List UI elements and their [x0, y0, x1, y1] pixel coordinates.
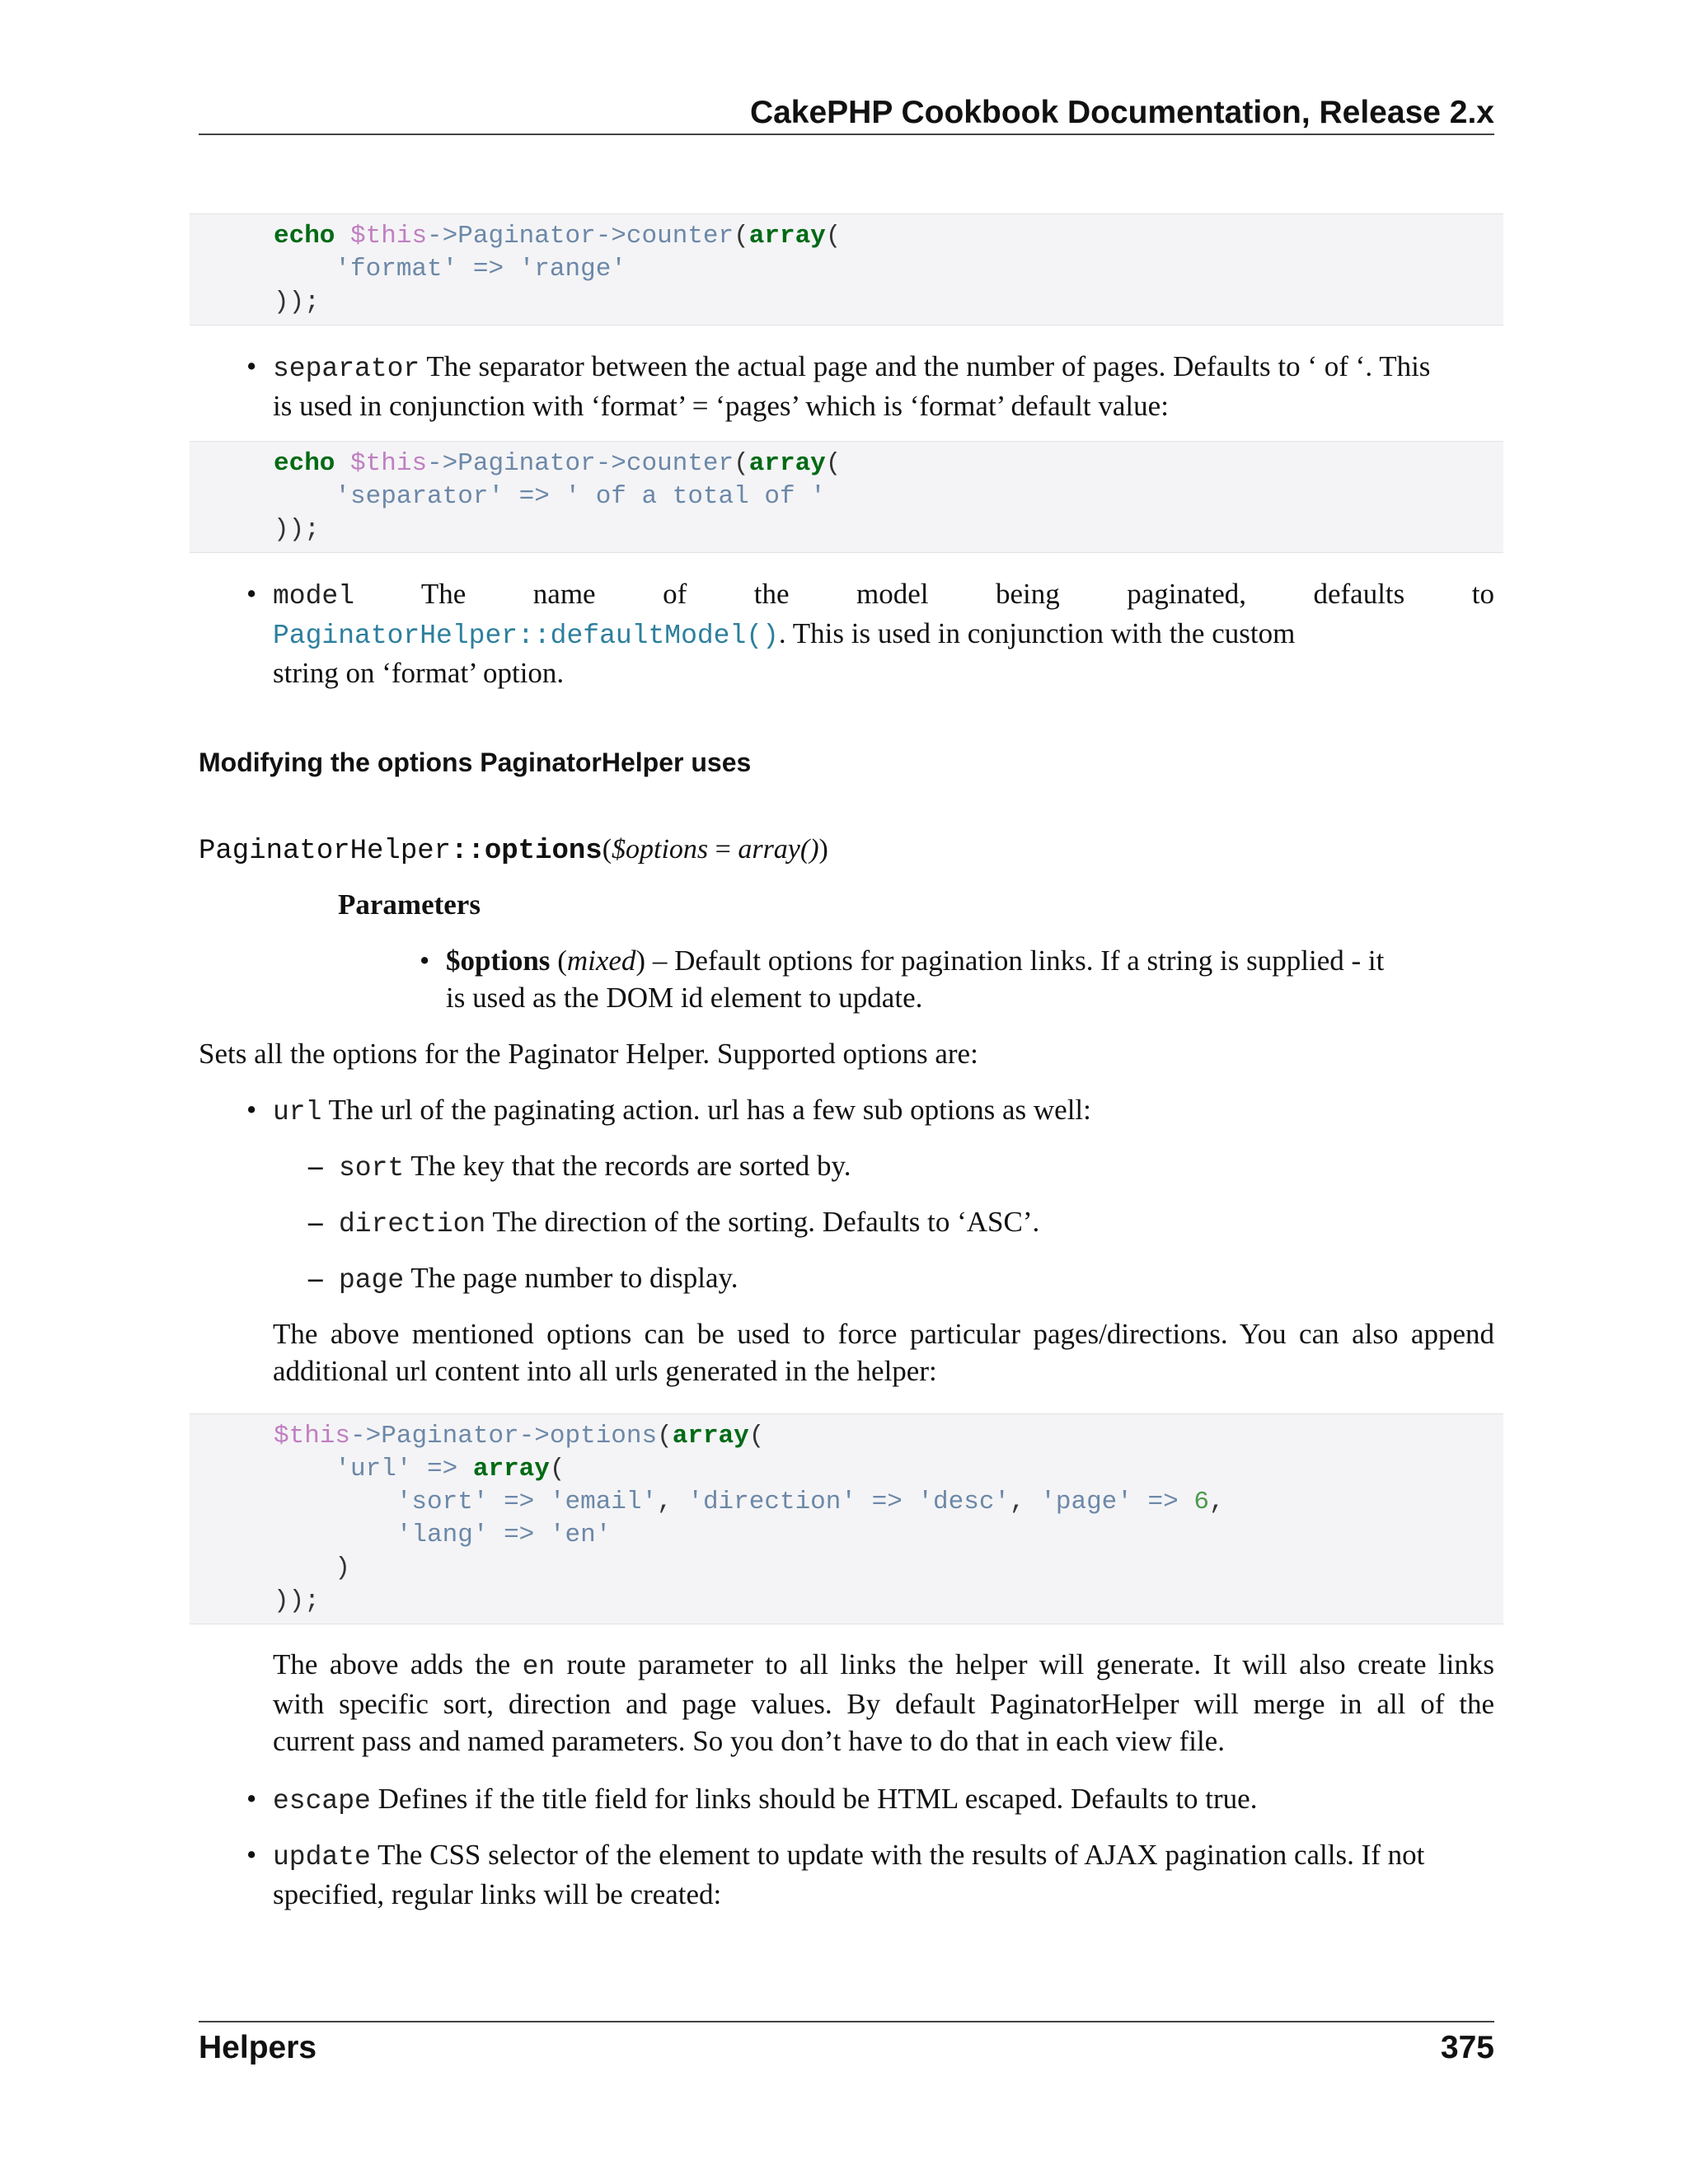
page-number: 375 — [1440, 2030, 1494, 2065]
code-punct: )); — [274, 288, 320, 316]
footer-rule — [199, 2021, 1494, 2022]
code-name: Paginator — [457, 449, 596, 478]
param-desc: is used as the DOM id element to update. — [446, 982, 923, 1014]
inline-code: escape — [273, 1786, 371, 1816]
code-punct: , — [1208, 1488, 1225, 1516]
para-line: additional url content into all urls generated in the helper: — [273, 1355, 937, 1387]
above-mentioned-paragraph — [273, 1315, 1494, 1390]
code-punct: )); — [274, 1586, 320, 1615]
para-line: The above mentioned options can be used to force particular pages/directions. You can also append — [273, 1318, 1494, 1350]
code-op: => — [518, 482, 550, 511]
word: of — [663, 578, 687, 610]
list-item-separator — [273, 348, 1494, 424]
code-keyword: array — [672, 1422, 749, 1451]
code-op: -> — [350, 1422, 382, 1451]
inline-code: direction — [339, 1209, 486, 1240]
item-text: specified, regular links will be created: — [273, 1878, 722, 1910]
code-string: 'range' — [518, 255, 626, 284]
code-op: -> — [595, 222, 626, 251]
inline-code: separator — [273, 354, 420, 384]
parameters-heading: Parameters — [338, 888, 481, 921]
item-text: Defines if the title field for links should be HTML escaped. Defaults to true. — [370, 1783, 1258, 1815]
code-block-counter-format — [190, 213, 1503, 326]
code-punct: , — [657, 1488, 673, 1516]
above-adds-paragraph — [273, 1646, 1494, 1760]
code-op: -> — [427, 449, 458, 478]
param-options: • $options (mixed) – Default options for pagination links. If a string is supplied - it is used as the DOM id element to update. — [446, 942, 1427, 1016]
code-punct: ( — [734, 449, 749, 478]
word: paginated, — [1127, 578, 1246, 610]
model-line-1 — [273, 575, 1494, 615]
para-line: with specific sort, direction and page values. By default PaginatorHelper will merge in all of the — [273, 1688, 1494, 1720]
word: defaults — [1313, 578, 1405, 610]
code-op: => — [871, 1488, 903, 1516]
inline-code: en — [522, 1652, 556, 1682]
footer-section: Helpers — [199, 2030, 317, 2065]
code-keyword: array — [748, 222, 826, 251]
code-string: 'email' — [549, 1488, 658, 1516]
code-string: 'lang' — [396, 1521, 489, 1549]
code-name: options — [549, 1422, 658, 1451]
param-desc: – Default options for pagination links. If a string is supplied - it — [645, 944, 1385, 977]
code-punct: ( — [825, 222, 842, 251]
signature-eq: = — [708, 834, 738, 865]
item-text: The direction of the sorting. Defaults to ‘ASC’. — [485, 1206, 1040, 1238]
inline-code: page — [339, 1265, 405, 1296]
code-punct: ( — [657, 1422, 673, 1451]
code-block-options-url — [190, 1413, 1503, 1624]
code-block-counter-separator — [190, 441, 1503, 553]
word: The — [420, 578, 467, 610]
item-text: The url of the paginating action. url has a few sub options as well: — [321, 1094, 1091, 1126]
default-model-link[interactable]: PaginatorHelper::defaultModel() — [273, 621, 779, 651]
code-op: -> — [595, 449, 626, 478]
code-string: 'direction' — [687, 1488, 856, 1516]
code-var: $this — [350, 222, 428, 251]
word: to — [1471, 578, 1494, 610]
signature-class: PaginatorHelper — [199, 836, 452, 867]
code-punct: ) — [335, 1554, 351, 1582]
code-op: => — [504, 1488, 535, 1516]
signature-paren: ( — [602, 834, 612, 865]
inline-code: sort — [339, 1153, 405, 1183]
options-intro: Sets all the options for the Paginator Helper. Supported options are: — [199, 1038, 978, 1070]
code-string: ' of a total of ' — [565, 482, 826, 511]
item-text: The key that the records are sorted by. — [404, 1150, 851, 1182]
signature-param: $options — [612, 834, 709, 865]
code-op: => — [1147, 1488, 1179, 1516]
inline-code: update — [273, 1842, 371, 1872]
code-keyword: array — [472, 1455, 550, 1483]
code-string: 'separator' — [335, 482, 504, 511]
code-string: 'sort' — [396, 1488, 489, 1516]
word: the — [753, 578, 790, 610]
signature-default: array() — [738, 834, 819, 865]
sub-item-page — [339, 1259, 1494, 1299]
param-name: $options — [446, 944, 551, 977]
code-name: counter — [626, 222, 734, 251]
code-keyword: array — [748, 449, 826, 478]
list-item-url — [273, 1091, 1494, 1131]
code-string: 'en' — [549, 1521, 612, 1549]
sub-item-sort — [339, 1147, 1494, 1187]
para-line: current pass and named parameters. So you don’t have to do that in each view file. — [273, 1725, 1225, 1757]
list-item-model — [273, 575, 1494, 691]
code-string: 'format' — [335, 255, 458, 284]
code-op: => — [472, 255, 504, 284]
code-op: -> — [427, 222, 458, 251]
item-text: The separator between the actual page and the number of pages. Defaults to ‘ of ‘. This — [420, 350, 1431, 382]
section-heading: Modifying the options PaginatorHelper uses — [199, 748, 752, 777]
para-text: route parameter to all links the helper will generate. It will also create links — [555, 1648, 1494, 1680]
code-punct: ( — [549, 1455, 565, 1483]
code-string: 'desc' — [917, 1488, 1010, 1516]
item-text: . This is used in conjunction with the custom — [778, 617, 1296, 649]
inline-code: url — [273, 1097, 322, 1127]
para-text: The above adds the — [273, 1648, 523, 1680]
method-signature — [199, 831, 828, 870]
code-keyword: echo — [274, 449, 335, 478]
param-type: mixed — [566, 944, 636, 977]
list-item-escape — [273, 1780, 1494, 1820]
code-punct: ( — [734, 222, 749, 251]
code-punct: )); — [274, 515, 320, 544]
word: name — [532, 578, 596, 610]
running-header: CakePHP Cookbook Documentation, Release 2.x — [749, 95, 1494, 130]
list-item-update — [273, 1836, 1494, 1913]
word: model — [856, 578, 929, 610]
code-punct: ( — [748, 1422, 765, 1451]
sub-item-direction — [339, 1203, 1494, 1243]
inline-code: model — [273, 581, 355, 612]
code-string: 'page' — [1040, 1488, 1132, 1516]
code-punct: , — [1010, 1488, 1025, 1516]
item-text: is used in conjunction with ‘format’ = ‘pages’ which is ‘format’ default value: — [273, 390, 1169, 422]
code-op: => — [504, 1521, 535, 1549]
code-name: Paginator — [381, 1422, 519, 1451]
model-line-3: string on ‘format’ option. — [273, 657, 565, 689]
para-line — [273, 1646, 1494, 1685]
item-text: The page number to display. — [404, 1262, 738, 1294]
code-name: Paginator — [457, 222, 596, 251]
code-string: 'url' — [335, 1455, 412, 1483]
signature-sep: :: — [451, 836, 485, 867]
code-var: $this — [350, 449, 428, 478]
signature-method: options — [484, 836, 603, 867]
item-text: The CSS selector of the element to update with the results of AJAX pagination calls. If not — [370, 1839, 1425, 1871]
signature-paren: ) — [818, 834, 828, 865]
code-op: => — [427, 1455, 458, 1483]
code-name: counter — [626, 449, 734, 478]
code-op: -> — [518, 1422, 550, 1451]
code-keyword: echo — [274, 222, 335, 251]
model-line-2 — [273, 615, 1494, 654]
header-rule — [199, 134, 1494, 135]
code-punct: ( — [825, 449, 842, 478]
code-var: $this — [274, 1422, 351, 1451]
code-number: 6 — [1193, 1488, 1209, 1516]
word: being — [995, 578, 1060, 610]
